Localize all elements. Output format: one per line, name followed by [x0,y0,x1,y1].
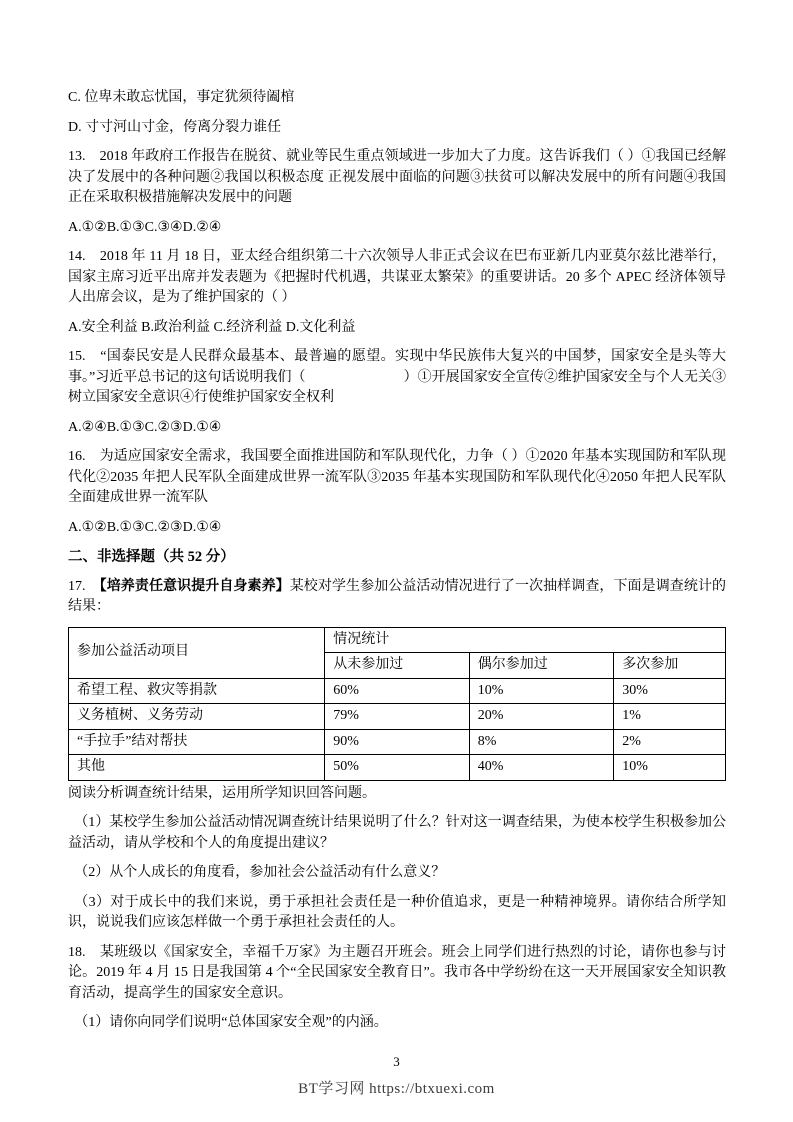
table-cell-value: 1% [614,704,726,730]
question-13-choices: A.①②B.①③C.③④D.②④ [68,219,222,235]
question-18-stem: 18. 某班级以《国家安全，幸福千万家》为主题召开班会。班会上同学们进行热烈的讨论，请你也参与讨论。2019 年 4 月 15 日是我国第 4 个“全民国家安全教育日”。我市各中学纷纷在这一天开展国家安全知识教育活动，提高学生的国家安全意识。 [68,944,726,1001]
question-14-stem: 14. 2018 年 11 月 18 日，亚太经合组织第二十六次领导人非正式会议在巴布亚新几内亚莫尔兹比港举行，国家主席习近平出席并发表题为《把握时代机遇，共谋亚太繁荣》的重要讲话。20 多个 APEC 经济体领导人出席会议，是为了维护国家的（ ） [68,249,726,305]
table-row [69,729,726,755]
question-17-intro: 某校对学生参加公益活动情况进行了一次抽样调查，下面是调查统计的结果： [68,578,727,614]
question-16-stem: 16. 为适应国家安全需求，我国要全面推进国防和军队现代化，力争（ ）①2020 年基本实现国防和军队现代化②2035 年把人民军队全面建成世界一流军队③2035 年基本实现国防和军队现代化④2050 年把人民军队全面建成世界一流军队 [68,449,726,505]
table-cell-value: 30% [614,678,726,704]
question-17-sub-2: （2）从个人成长的角度看，参加社会公益活动有什么意义？ [74,865,446,880]
table-cell-project: 希望工程、救灾等捐款 [69,678,325,704]
option-c-line: C. 位卑未敢忘忧国，事定犹须待阖棺 [68,90,295,105]
table-cell-value: 10% [469,678,614,704]
site-credit-watermark: BT学习网 https://btxuexi.com [298,1081,495,1097]
table-cell-project: “手拉手”结对帮扶 [69,729,325,755]
section-2-heading: 二、非选择题（共 52 分） [68,549,235,565]
table-cell-value: 2% [614,729,726,755]
table-cell-value: 10% [614,755,726,781]
table-header-stats: 情况统计 [325,627,726,653]
table-cell-value: 40% [469,755,614,781]
table-cell-project: 义务植树、义务劳动 [69,704,325,730]
question-17-theme-label: 【培养责任意识提升自身素养】 [99,578,290,594]
question-17-sub-3: （3）对于成长中的我们来说，勇于承担社会责任是一种价值追求，更是一种精神境界。请你结合所学知识，说说我们应该怎样做一个勇于承担社会责任的人。 [68,894,726,930]
question-17-number: 17. [68,578,100,594]
question-13-stem: 13. 2018 年政府工作报告在脱贫、就业等民生重点领域进一步加大了力度。这告诉我们（ ）①我国已经解决了发展中的各种问题②我国以积极态度 正视发展中面临的问题③扶贫可以解决发展中的所有问题④我国正在采取积极措施解决发展中的问题 [68,149,726,205]
table-row [69,755,726,781]
question-17-read-note: 阅读分析调查统计结果，运用所学知识回答问题。 [68,785,376,801]
question-14-choices: A.安全利益 B.政治利益 C.经济利益 D.文化利益 [68,319,356,335]
table-cell-value: 20% [469,704,614,730]
table-subheader-often: 多次参加 [614,653,726,679]
table-cell-value: 60% [325,678,470,704]
question-17-stem [68,577,726,618]
table-cell-value: 79% [325,704,470,730]
table-cell-value: 8% [469,729,614,755]
table-subheader-occasional: 偶尔参加过 [469,653,614,679]
table-cell-project: 其他 [69,755,325,781]
table-header-project: 参加公益活动项目 [69,627,325,678]
page-number: 3 [393,1054,400,1069]
table-subheader-never: 从未参加过 [325,653,470,679]
table-row [69,704,726,730]
exam-content [68,88,726,1043]
question-15-choices: A.②④B.①③C.②③D.①④ [68,419,222,435]
table-cell-value: 90% [325,729,470,755]
table-header-row [69,627,726,653]
question-18-sub-1: （1）请你向同学们说明“总体国家安全观”的内涵。 [74,1015,388,1030]
question-15-stem: 15. “国泰民安是人民群众最基本、最普遍的愿望。实现中华民族伟大复兴的中国梦，国家安全是头等大事。”习近平总书记的这句话说明我们（ ）①开展国家安全宣传②维护国家安全与个人无关③树立国家安全意识④行使维护国家安全权利 [68,349,726,405]
question-16-choices: A.①②B.①③C.②③D.①④ [68,519,222,535]
page-footer [0,1054,793,1098]
survey-table [68,627,726,781]
option-d-line: D. 寸寸河山寸金，侉离分裂力谁任 [68,119,282,135]
table-row [69,678,726,704]
table-cell-value: 50% [325,755,470,781]
question-17-sub-1: （1）某校学生参加公益活动情况调查统计结果说明了什么？针对这一调查结果，为使本校学生积极参加公益活动，请从学校和个人的角度提出建议？ [68,815,726,851]
